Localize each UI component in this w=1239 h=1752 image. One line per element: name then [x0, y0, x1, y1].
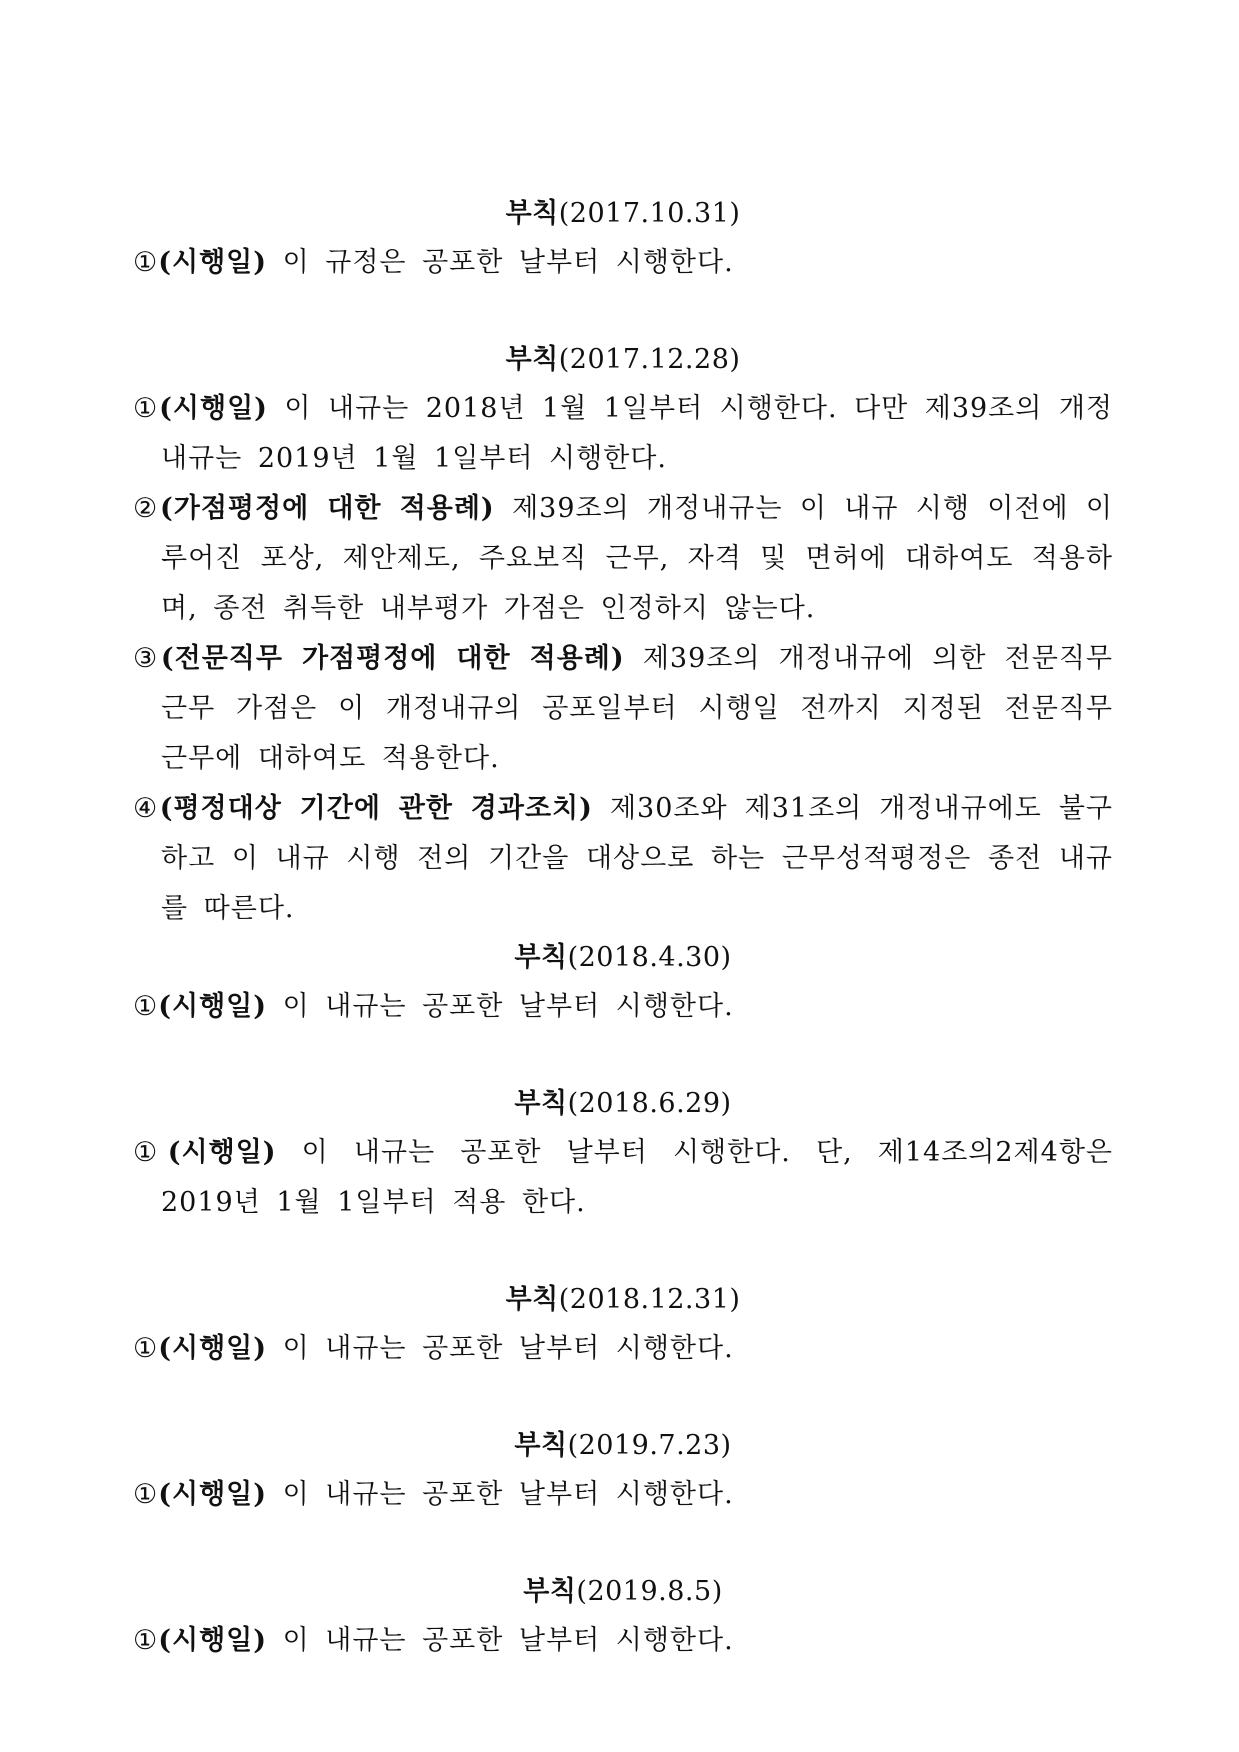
clause-marker: ①: [133, 1137, 168, 1168]
clause-title: (평정대상 기간에 관한 경과조치): [159, 793, 593, 824]
clause-item: [133, 1470, 1113, 1520]
clause-title: (전문직무 가점평정에 대한 적용례): [160, 643, 625, 674]
heading-date: (2017.12.28): [558, 344, 741, 375]
clause-item: [133, 784, 1113, 934]
clause-marker: ①: [133, 247, 159, 278]
addendum-section: [133, 1568, 1113, 1666]
heading-date: (2019.7.23): [567, 1430, 732, 1461]
addendum-section: [133, 1276, 1113, 1374]
clause-text: 이 내규는 공포한 날부터 시행한다.: [267, 991, 734, 1022]
clause-marker: ③: [133, 643, 161, 674]
clause-title: (시행일): [158, 991, 268, 1022]
clause-text: 이 내규는 2018년 1월 1일부터 시행한다. 다만 제39조의 개정내규는 2019년 1월 1일부터 시행한다.: [161, 393, 1113, 474]
heading-date: (2018.4.30): [567, 942, 732, 973]
addendum-section: [133, 1080, 1113, 1228]
clause-text: 이 내규는 공포한 날부터 시행한다.: [267, 1333, 734, 1364]
clause-text: 이 내규는 공포한 날부터 시행한다.: [267, 1479, 734, 1510]
clause-item: [133, 1616, 1113, 1666]
heading-word: 부칙: [505, 1284, 559, 1315]
heading-date: (2019.8.5): [576, 1576, 723, 1607]
heading-word: 부칙: [523, 1576, 577, 1607]
addendum-heading: [133, 1568, 1113, 1616]
clause-title: (시행일): [159, 393, 268, 424]
clause-marker: ②: [133, 493, 160, 524]
clause-text: 제39조의 개정내규는 이 내규 시행 이전에 이루어진 포상, 제안제도, 주요보직 근무, 자격 및 면허에 대하여도 적용하며, 종전 취득한 내부평가 가점은 인정하지 않는다.: [161, 493, 1113, 624]
heading-date: (2018.6.29): [567, 1088, 732, 1119]
clause-title: (시행일): [158, 247, 268, 278]
clause-marker: ①: [133, 393, 160, 424]
clause-text: 이 내규는 공포한 날부터 시행한다. 단, 제14조의2제4항은 2019년 1월 1일부터 적용 한다.: [161, 1137, 1113, 1218]
heading-word: 부칙: [514, 1088, 568, 1119]
heading-date: (2018.12.31): [558, 1284, 741, 1315]
clause-item: [133, 634, 1113, 784]
clause-marker: ①: [133, 1479, 159, 1510]
clause-item: [133, 982, 1113, 1032]
clause-title: (시행일): [158, 1625, 268, 1656]
clause-marker: ①: [133, 1625, 159, 1656]
clause-title: (시행일): [158, 1479, 268, 1510]
clause-marker: ①: [133, 1333, 159, 1364]
clause-item: [133, 238, 1113, 288]
addendum-section: [133, 1422, 1113, 1520]
addendum-heading: [133, 1422, 1113, 1470]
clause-title: (가점평정에 대한 적용례): [159, 493, 495, 524]
document-body: [133, 190, 1113, 1666]
addendum-section: [133, 934, 1113, 1032]
addendum-heading: [133, 190, 1113, 238]
clause-title: (시행일): [167, 1137, 277, 1168]
clause-text: 제30조와 제31조의 개정내규에도 불구하고 이 내규 시행 전의 기간을 대상으로 하는 근무성적평정은 종전 내규를 따른다.: [161, 793, 1113, 924]
clause-marker: ④: [133, 793, 160, 824]
clause-item: [133, 484, 1113, 634]
clause-text: 이 내규는 공포한 날부터 시행한다.: [267, 1625, 734, 1656]
heading-word: 부칙: [514, 1430, 568, 1461]
addendum-section: [133, 190, 1113, 288]
heading-word: 부칙: [505, 344, 559, 375]
addendum-heading: [133, 1276, 1113, 1324]
clause-item: [133, 1324, 1113, 1374]
clause-item: [133, 1128, 1113, 1228]
clause-item: [133, 384, 1113, 484]
heading-date: (2017.10.31): [558, 198, 741, 229]
clause-title: (시행일): [158, 1333, 268, 1364]
clause-text: 이 규정은 공포한 날부터 시행한다.: [267, 247, 734, 278]
clause-text: 제39조의 개정내규에 의한 전문직무 근무 가점은 이 개정내규의 공포일부터 시행일 전까지 지정된 전문직무 근무에 대하여도 적용한다.: [161, 643, 1113, 774]
addendum-section: [133, 336, 1113, 934]
heading-word: 부칙: [514, 942, 568, 973]
addendum-heading: [133, 934, 1113, 982]
addendum-heading: [133, 1080, 1113, 1128]
addendum-heading: [133, 336, 1113, 384]
clause-marker: ①: [133, 991, 159, 1022]
heading-word: 부칙: [505, 198, 559, 229]
